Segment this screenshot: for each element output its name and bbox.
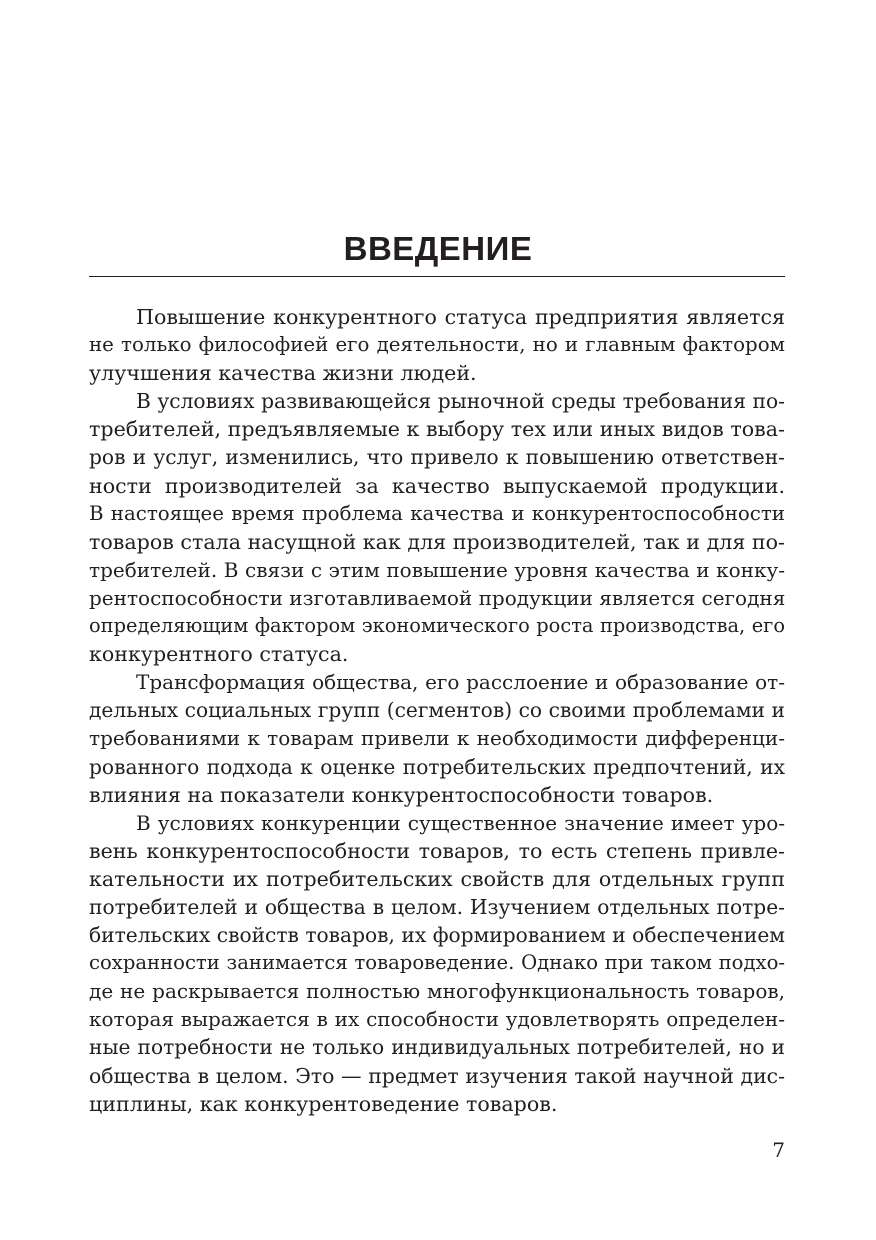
body-text xyxy=(89,303,785,1118)
text-line: рованного подхода к оценке потребительских предпочтений, их xyxy=(89,754,785,779)
paragraph-2 xyxy=(89,387,785,668)
text-line: циплины, как конкурентоведение товаров. xyxy=(89,1091,558,1116)
text-line: В условиях развивающейся рыночной среды требования по- xyxy=(136,389,785,414)
text-line: В настоящее время проблема качества и конкурентоспособности xyxy=(89,501,785,525)
title-divider xyxy=(89,276,785,277)
text-line: вень конкурентоспособности товаров, то есть степень привле- xyxy=(89,838,785,863)
paragraph-1 xyxy=(89,303,785,387)
text-line: конкурентного статуса. xyxy=(89,642,349,667)
text-line: потребителей и общества в целом. Изучением отдельных потре- xyxy=(89,894,785,919)
text-line: требителей, предъявляемые к выбору тех или иных видов това- xyxy=(89,417,785,442)
text-line: бительских свойств товаров, их формированием и обеспечением xyxy=(89,923,785,948)
text-line: де не раскрывается полностью многофункциональность товаров, xyxy=(89,979,785,1004)
text-line: ров и услуг, изменились, что привело к повышению ответствен- xyxy=(89,445,785,470)
paragraph-4 xyxy=(89,809,785,1118)
text-line: товаров стала насущной как для производителей, так и для по- xyxy=(89,529,785,554)
text-line: рентоспособности изготавливаемой продукции является сегодня xyxy=(89,585,786,610)
text-line: улучшения качества жизни людей. xyxy=(89,361,477,386)
text-line: которая выражается в их способности удовлетворять определен- xyxy=(89,1007,785,1032)
text-line: не только философией его деятельности, но и главным фактором xyxy=(89,333,785,357)
text-line: ные потребности не только индивидуальных потребителей, но и xyxy=(89,1035,785,1060)
text-line: влияния на показатели конкурентоспособности товаров. xyxy=(89,782,714,807)
page-title: ВВЕДЕНИЕ xyxy=(343,230,533,267)
text-line: В условиях конкуренции существенное значение имеет уро- xyxy=(136,810,785,835)
text-line: определяющим фактором экономического роста производства, его xyxy=(89,614,785,638)
text-line: ности производителей за качество выпускаемой продукции. xyxy=(89,473,785,498)
text-line: общества в целом. Это — предмет изучения такой научной дис- xyxy=(89,1063,785,1088)
text-line: сохранности занимается товароведение. Однако при таком подхо- xyxy=(89,951,785,975)
text-line: требованиями к товарам привели к необходимости дифференци- xyxy=(89,726,785,751)
text-line: дельных социальных групп (сегментов) со своими проблемами и xyxy=(89,698,785,723)
text-line: Трансформация общества, его расслоение и образование от- xyxy=(136,670,785,695)
text-line: кательности их потребительских свойств для отдельных групп xyxy=(89,866,785,891)
text-line: требителей. В связи с этим повышение уровня качества и конку- xyxy=(89,557,785,582)
page-number: 7 xyxy=(772,1138,785,1162)
text-line: Повышение конкурентного статуса предприятия является xyxy=(136,305,785,329)
paragraph-3 xyxy=(89,668,785,808)
